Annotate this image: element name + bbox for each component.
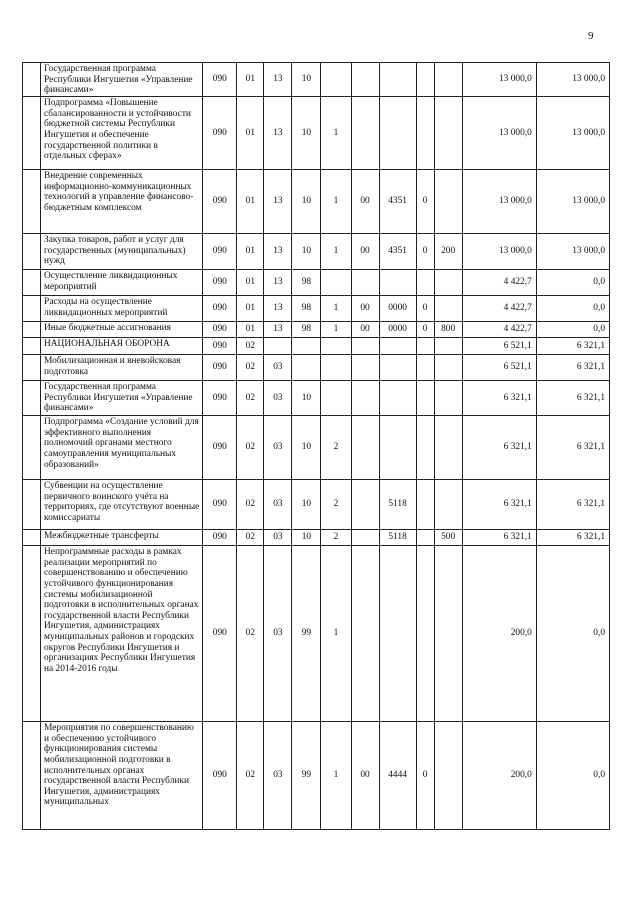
code-cell-c2: 01 bbox=[237, 234, 264, 270]
code-cell-c2: 01 bbox=[237, 63, 264, 97]
code-cell-c6 bbox=[351, 355, 379, 381]
code-cell-c3: 03 bbox=[264, 546, 292, 722]
code-cell-c5: 1 bbox=[321, 234, 351, 270]
code-cell-c5 bbox=[321, 270, 351, 296]
code-cell-c8 bbox=[416, 546, 434, 722]
row-index-cell bbox=[23, 170, 41, 234]
code-cell-c8: 0 bbox=[416, 170, 434, 234]
amount-cell-second: 6 321,1 bbox=[536, 338, 609, 355]
amount-cell-second: 0,0 bbox=[536, 296, 609, 322]
code-cell-c6: 00 bbox=[351, 322, 379, 338]
code-cell-c1: 090 bbox=[203, 530, 237, 546]
amount-cell-second: 13 000,0 bbox=[536, 63, 609, 97]
code-cell-c9: 800 bbox=[434, 322, 462, 338]
amount-cell-second: 13 000,0 bbox=[536, 170, 609, 234]
code-cell-c9: 200 bbox=[434, 234, 462, 270]
code-cell-c5: 2 bbox=[321, 416, 351, 480]
code-cell-c2: 02 bbox=[237, 355, 264, 381]
code-cell-c9 bbox=[434, 416, 462, 480]
row-index-cell bbox=[23, 546, 41, 722]
row-index-cell bbox=[23, 381, 41, 416]
expense-name-cell: Закупка товаров, работ и услуг для государственных (муниципальных) нужд bbox=[41, 234, 203, 270]
code-cell-c1: 090 bbox=[203, 381, 237, 416]
code-cell-c4: 99 bbox=[292, 546, 321, 722]
amount-cell-second: 13 000,0 bbox=[536, 234, 609, 270]
code-cell-c8 bbox=[416, 416, 434, 480]
amount-cell-first: 6 321,1 bbox=[462, 530, 536, 546]
amount-cell-first: 4 422,7 bbox=[462, 270, 536, 296]
table-row bbox=[23, 170, 610, 234]
code-cell-c3: 13 bbox=[264, 322, 292, 338]
table-row bbox=[23, 381, 610, 416]
amount-cell-first: 6 321,1 bbox=[462, 381, 536, 416]
code-cell-c2: 01 bbox=[237, 97, 264, 170]
amount-cell-second: 6 321,1 bbox=[536, 530, 609, 546]
table-row bbox=[23, 97, 610, 170]
code-cell-c2: 02 bbox=[237, 722, 264, 830]
amount-cell-first: 200,0 bbox=[462, 546, 536, 722]
code-cell-c7 bbox=[379, 270, 416, 296]
code-cell-c1: 090 bbox=[203, 270, 237, 296]
code-cell-c1: 090 bbox=[203, 170, 237, 234]
code-cell-c5 bbox=[321, 355, 351, 381]
table-row bbox=[23, 234, 610, 270]
code-cell-c6 bbox=[351, 381, 379, 416]
code-cell-c8: 0 bbox=[416, 322, 434, 338]
expense-name-cell: Подпрограмма «Создание условий для эффективного выполнения полномочий органами местного самоуправления муниципальных образований» bbox=[41, 416, 203, 480]
code-cell-c9 bbox=[434, 355, 462, 381]
code-cell-c7: 4351 bbox=[379, 170, 416, 234]
code-cell-c7 bbox=[379, 381, 416, 416]
code-cell-c2: 01 bbox=[237, 296, 264, 322]
code-cell-c2: 02 bbox=[237, 480, 264, 530]
code-cell-c5: 1 bbox=[321, 546, 351, 722]
code-cell-c4: 98 bbox=[292, 322, 321, 338]
code-cell-c8: 0 bbox=[416, 296, 434, 322]
code-cell-c4 bbox=[292, 338, 321, 355]
code-cell-c7: 0000 bbox=[379, 296, 416, 322]
expense-name-cell: Внедрение современных информационно-коммуникационных технологий в управление финансово-бюджетным комплексом bbox=[41, 170, 203, 234]
code-cell-c5 bbox=[321, 63, 351, 97]
expense-name-cell: Мероприятия по совершенствованию и обеспечению устойчивого функционирования системы мобилизационной подготовки в исполнительных органах государственной власти Республики Ингушетия, администрациях муниципальных bbox=[41, 722, 203, 830]
row-index-cell bbox=[23, 355, 41, 381]
expense-name-cell: Расходы на осуществление ликвидационных мероприятий bbox=[41, 296, 203, 322]
row-index-cell bbox=[23, 338, 41, 355]
expense-name-cell: Осуществление ликвидационных мероприятий bbox=[41, 270, 203, 296]
code-cell-c9 bbox=[434, 338, 462, 355]
code-cell-c4: 10 bbox=[292, 480, 321, 530]
code-cell-c6 bbox=[351, 530, 379, 546]
code-cell-c3: 03 bbox=[264, 381, 292, 416]
code-cell-c2: 02 bbox=[237, 338, 264, 355]
code-cell-c6: 00 bbox=[351, 234, 379, 270]
code-cell-c7: 4351 bbox=[379, 234, 416, 270]
table-row bbox=[23, 546, 610, 722]
expense-name-cell: Государственная программа Республики Ингушетия «Управление финансами» bbox=[41, 63, 203, 97]
amount-cell-first: 13 000,0 bbox=[462, 170, 536, 234]
budget-table bbox=[22, 62, 610, 830]
amount-cell-second: 13 000,0 bbox=[536, 97, 609, 170]
code-cell-c3: 03 bbox=[264, 530, 292, 546]
code-cell-c6: 00 bbox=[351, 170, 379, 234]
row-index-cell bbox=[23, 270, 41, 296]
row-index-cell bbox=[23, 322, 41, 338]
code-cell-c6 bbox=[351, 63, 379, 97]
code-cell-c2: 01 bbox=[237, 322, 264, 338]
amount-cell-first: 200,0 bbox=[462, 722, 536, 830]
code-cell-c9 bbox=[434, 480, 462, 530]
code-cell-c8 bbox=[416, 63, 434, 97]
code-cell-c2: 01 bbox=[237, 270, 264, 296]
code-cell-c1: 090 bbox=[203, 338, 237, 355]
amount-cell-first: 4 422,7 bbox=[462, 322, 536, 338]
code-cell-c9 bbox=[434, 381, 462, 416]
code-cell-c6 bbox=[351, 546, 379, 722]
amount-cell-second: 0,0 bbox=[536, 270, 609, 296]
code-cell-c9: 500 bbox=[434, 530, 462, 546]
expense-name-cell: Межбюджетные трансферты bbox=[41, 530, 203, 546]
code-cell-c7: 5118 bbox=[379, 480, 416, 530]
row-index-cell bbox=[23, 416, 41, 480]
amount-cell-second: 6 321,1 bbox=[536, 381, 609, 416]
code-cell-c5: 1 bbox=[321, 170, 351, 234]
amount-cell-second: 6 321,1 bbox=[536, 355, 609, 381]
amount-cell-first: 13 000,0 bbox=[462, 63, 536, 97]
table-row bbox=[23, 722, 610, 830]
code-cell-c9 bbox=[434, 63, 462, 97]
code-cell-c3: 13 bbox=[264, 234, 292, 270]
code-cell-c1: 090 bbox=[203, 234, 237, 270]
table-row bbox=[23, 270, 610, 296]
code-cell-c1: 090 bbox=[203, 546, 237, 722]
code-cell-c3 bbox=[264, 338, 292, 355]
code-cell-c2: 02 bbox=[237, 530, 264, 546]
code-cell-c8: 0 bbox=[416, 722, 434, 830]
code-cell-c1: 090 bbox=[203, 722, 237, 830]
row-index-cell bbox=[23, 722, 41, 830]
code-cell-c8 bbox=[416, 97, 434, 170]
expense-name-cell: Мобилизационная и вневойсковая подготовка bbox=[41, 355, 203, 381]
code-cell-c2: 02 bbox=[237, 416, 264, 480]
code-cell-c5: 1 bbox=[321, 97, 351, 170]
code-cell-c6 bbox=[351, 338, 379, 355]
code-cell-c7 bbox=[379, 416, 416, 480]
code-cell-c9 bbox=[434, 296, 462, 322]
code-cell-c1: 090 bbox=[203, 296, 237, 322]
expense-name-cell: Подпрограмма «Повышение сбалансированности и устойчивости бюджетной системы Республики Ингушетия и обеспечение государственной политики в отдельных сферах» bbox=[41, 97, 203, 170]
amount-cell-first: 6 321,1 bbox=[462, 480, 536, 530]
code-cell-c3: 13 bbox=[264, 270, 292, 296]
table-row bbox=[23, 530, 610, 546]
table-row bbox=[23, 322, 610, 338]
code-cell-c2: 01 bbox=[237, 170, 264, 234]
code-cell-c3: 13 bbox=[264, 63, 292, 97]
code-cell-c3: 13 bbox=[264, 97, 292, 170]
expense-name-cell: Государственная программа Республики Ингушетия «Управление финансами» bbox=[41, 381, 203, 416]
row-index-cell bbox=[23, 63, 41, 97]
code-cell-c2: 02 bbox=[237, 381, 264, 416]
code-cell-c8 bbox=[416, 355, 434, 381]
code-cell-c1: 090 bbox=[203, 63, 237, 97]
code-cell-c9 bbox=[434, 270, 462, 296]
expense-name-cell: Непрограммные расходы в рамках реализации мероприятий по совершенствованию и обеспечению устойчивого функционирования системы мобилизационной подготовки в исполнительных органах государственной власти Республики Ингушетия, администрациях муниципальных районов и городских округов Республики Ингушетия и организациях Республики Ингушетия на 2014-2016 годы bbox=[41, 546, 203, 722]
code-cell-c6: 00 bbox=[351, 296, 379, 322]
code-cell-c7 bbox=[379, 63, 416, 97]
code-cell-c7: 4444 bbox=[379, 722, 416, 830]
code-cell-c4: 10 bbox=[292, 63, 321, 97]
code-cell-c4: 98 bbox=[292, 270, 321, 296]
code-cell-c3: 13 bbox=[264, 296, 292, 322]
code-cell-c1: 090 bbox=[203, 480, 237, 530]
code-cell-c1: 090 bbox=[203, 416, 237, 480]
code-cell-c4: 10 bbox=[292, 381, 321, 416]
expense-name-cell: Субвенции на осуществление первичного воинского учёта на территориях, где отсутствуют военные комиссариаты bbox=[41, 480, 203, 530]
code-cell-c4: 99 bbox=[292, 722, 321, 830]
code-cell-c5: 2 bbox=[321, 530, 351, 546]
amount-cell-first: 6 521,1 bbox=[462, 355, 536, 381]
code-cell-c7 bbox=[379, 355, 416, 381]
code-cell-c4: 98 bbox=[292, 296, 321, 322]
code-cell-c3: 03 bbox=[264, 355, 292, 381]
code-cell-c4: 10 bbox=[292, 97, 321, 170]
amount-cell-first: 13 000,0 bbox=[462, 97, 536, 170]
code-cell-c6 bbox=[351, 270, 379, 296]
code-cell-c3: 03 bbox=[264, 480, 292, 530]
amount-cell-first: 4 422,7 bbox=[462, 296, 536, 322]
amount-cell-first: 13 000,0 bbox=[462, 234, 536, 270]
code-cell-c7: 5118 bbox=[379, 530, 416, 546]
code-cell-c6: 00 bbox=[351, 722, 379, 830]
code-cell-c9 bbox=[434, 722, 462, 830]
row-index-cell bbox=[23, 480, 41, 530]
code-cell-c7 bbox=[379, 546, 416, 722]
amount-cell-second: 0,0 bbox=[536, 546, 609, 722]
code-cell-c3: 03 bbox=[264, 416, 292, 480]
code-cell-c7: 0000 bbox=[379, 322, 416, 338]
code-cell-c6 bbox=[351, 416, 379, 480]
code-cell-c9 bbox=[434, 546, 462, 722]
amount-cell-second: 0,0 bbox=[536, 722, 609, 830]
code-cell-c5: 1 bbox=[321, 722, 351, 830]
code-cell-c9 bbox=[434, 170, 462, 234]
row-index-cell bbox=[23, 296, 41, 322]
table-row bbox=[23, 480, 610, 530]
code-cell-c6 bbox=[351, 97, 379, 170]
code-cell-c4: 10 bbox=[292, 170, 321, 234]
code-cell-c8 bbox=[416, 530, 434, 546]
code-cell-c3: 13 bbox=[264, 170, 292, 234]
code-cell-c6 bbox=[351, 480, 379, 530]
code-cell-c5 bbox=[321, 338, 351, 355]
code-cell-c8 bbox=[416, 270, 434, 296]
table-row bbox=[23, 416, 610, 480]
row-index-cell bbox=[23, 97, 41, 170]
expense-name-cell: Иные бюджетные ассигнования bbox=[41, 322, 203, 338]
code-cell-c1: 090 bbox=[203, 97, 237, 170]
code-cell-c4: 10 bbox=[292, 416, 321, 480]
table-body bbox=[23, 63, 610, 830]
amount-cell-second: 0,0 bbox=[536, 322, 609, 338]
code-cell-c4: 10 bbox=[292, 234, 321, 270]
amount-cell-second: 6 321,1 bbox=[536, 480, 609, 530]
table-row bbox=[23, 63, 610, 97]
expense-name-cell: НАЦИОНАЛЬНАЯ ОБОРОНА bbox=[41, 338, 203, 355]
code-cell-c1: 090 bbox=[203, 322, 237, 338]
table-row bbox=[23, 355, 610, 381]
page-number: 9 bbox=[588, 30, 594, 42]
amount-cell-second: 6 321,1 bbox=[536, 416, 609, 480]
code-cell-c9 bbox=[434, 97, 462, 170]
table-row bbox=[23, 338, 610, 355]
table-row bbox=[23, 296, 610, 322]
code-cell-c3: 03 bbox=[264, 722, 292, 830]
code-cell-c1: 090 bbox=[203, 355, 237, 381]
code-cell-c2: 02 bbox=[237, 546, 264, 722]
code-cell-c8: 0 bbox=[416, 234, 434, 270]
code-cell-c8 bbox=[416, 338, 434, 355]
code-cell-c7 bbox=[379, 338, 416, 355]
code-cell-c5: 1 bbox=[321, 296, 351, 322]
code-cell-c8 bbox=[416, 480, 434, 530]
code-cell-c5: 1 bbox=[321, 322, 351, 338]
code-cell-c8 bbox=[416, 381, 434, 416]
code-cell-c5 bbox=[321, 381, 351, 416]
amount-cell-first: 6 321,1 bbox=[462, 416, 536, 480]
row-index-cell bbox=[23, 234, 41, 270]
code-cell-c4: 10 bbox=[292, 530, 321, 546]
row-index-cell bbox=[23, 530, 41, 546]
amount-cell-first: 6 521,1 bbox=[462, 338, 536, 355]
code-cell-c5: 2 bbox=[321, 480, 351, 530]
code-cell-c4 bbox=[292, 355, 321, 381]
code-cell-c7 bbox=[379, 97, 416, 170]
